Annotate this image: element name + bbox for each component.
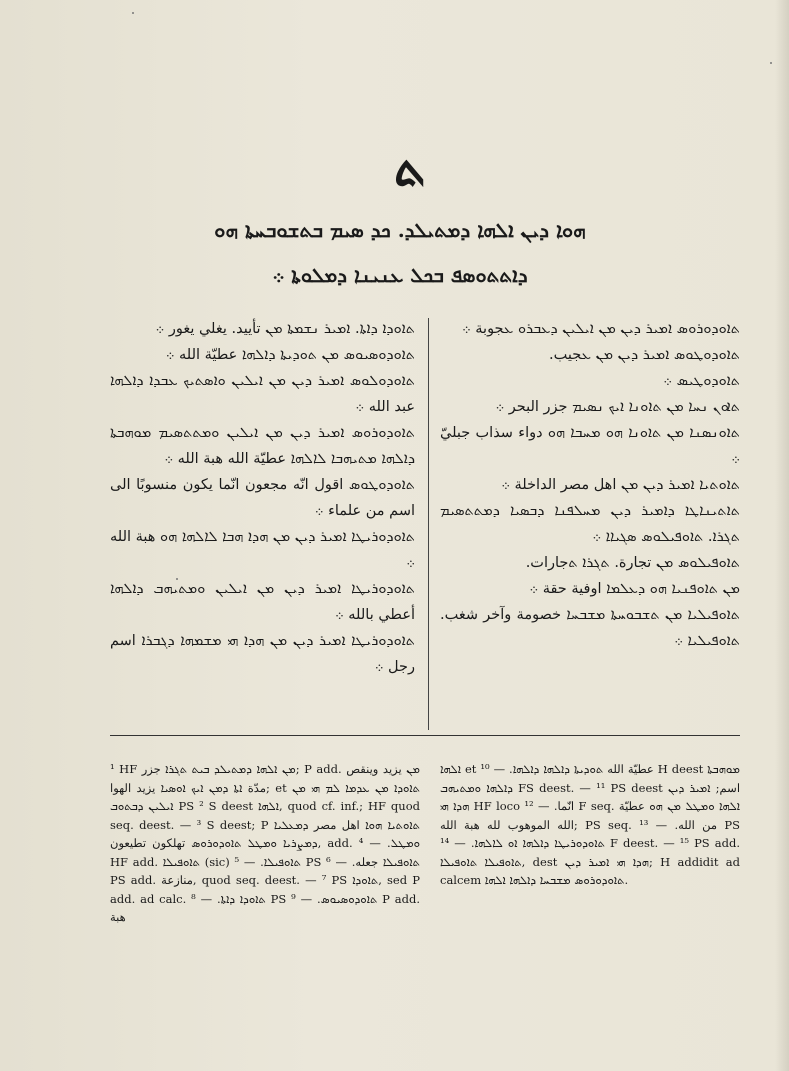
heading-line-1: ܗܘܐ ܕܝܢ ܐܠܗܐ ܕܡܬܝܠܕ. ܟܕ ܣܝܡ ܒܬܫܘܒܚܬܐ ܗܘ bbox=[214, 218, 586, 242]
footnote-text: ¹ HF ܡܢ ܐܠܗܐ ܕܡܬܝܠܕ ܒܝܬ ܬܓܪܐ جزر; P add. ܡܢ يزيد وينقص مدّة ܐܬܐ ܕܡܢ ܐܝܟ ܐܘܣܝܐ يزيد الهوا; et ܬܐܘܕܐ ܡܢ ܥܕܡܐ ܠܡ ܗܝ ܡܢ ܐܝܠܝܢ ܕܒܬܘܒ PS ² S deest ܐܠܗܐ, quod cf. inf.; HF quod seq. deest. — ³ S deest; P ܬܐܘܬܝܐ ܗܘܐ اهل مصر ܕܡܥܠܝܐ ܕܡܨܪܝܐ ܘܡܛܠ ܬܐܘܕܘܪܘܣ تهلكون تطيعون, add. ܘܡܛܠ. — ⁴ HF add. ܬܐܘܦܝܠܐ (sic) ܬܐܘܦܝܠܐ. — ⁵ PS ܬܐܘܦܝܠܐ جعله. — ⁶ PS add. منازعة, quod seq. deest. — ⁷ PS ܬܐܘܕܐ, sed P add. ad calc. ܬܐܘܕܐ ܕܐܬܐ. — ⁸ PS ܬܐܘܕܘܣܝܘܣ. — ⁹ P add. هبة bbox=[110, 762, 421, 924]
entry: ܬܐܘܕܘܪܝܛܐ ܐܡܝܪ ܕܝܢ ܡܢ ܗܕܐ ܗܝ ܡܫܡܗܐ ܕܓܒܪܐ اسم رجل ܀ bbox=[110, 633, 415, 675]
entry: ܬܐܘܕܘܛܘܣ اقول انّه مجعون انّما يكون منسوبًا الى اسم من علماء ܀ bbox=[110, 477, 415, 519]
entry: ܬܐܘܬܝܐ ܐܡܝܪ ܕܝܢ ܡܢ اهل مصر الداخلة ܀ bbox=[501, 477, 740, 493]
entry: ܬܐܘܦܝܠܘܣ ܡܢ تجارة. ܬܓܪܐ ܬجارات. bbox=[525, 555, 740, 571]
entry: ܬܐܘܕܘܪܝܛܐ ܐܡܝܪ ܕܝܢ ܡܢ ܐܝܠܝܢ ܘܡܬܝܗܒ ܕܐܠܗܐ أعطي بالله ܀ bbox=[110, 581, 415, 623]
entry: ܬܐܘܕܘܠܘܣ ܐܡܝܪ ܕܝܢ ܡܢ ܐܝܠܝܢ ܘܐܣܬܝܟ ܥܒܕܐ ܕܐܠܗܐ عبد الله ܀ bbox=[110, 373, 415, 415]
right-column bbox=[440, 316, 740, 654]
page-edge-shadow bbox=[775, 0, 789, 1071]
entry: ܬܐܬܝܢܐܛܐ ܕܐܡܝܪ ܕܝܢ ܡܚܠܦܢܐ ܕܒܣܝܐ ܕܡܬܬܣܝܡ ܬܓܪܐ. ܬܐܘܦܝܠܘܣ ܣܓܝܐܐ ܀ bbox=[440, 503, 740, 545]
entry: ܬܐܘܦܝܠܝܐ ܡܢ ܬܫܒܘܚܬܐ ܡܫܒܚܐ خصومة وآخر شغب. ܬܐܘܦܝܠܝܐ ܀ bbox=[440, 607, 740, 649]
entry: ܬܐܘܕܘܛܘܣ ܐܡܝܪ ܕܝܢ ܡܢ ܥجيب. bbox=[549, 347, 740, 363]
chapter-letter: ܬ bbox=[394, 138, 426, 197]
entry: ܡܢ ܬܐܘܦܢܝܐ ܗܘ ܕܥܠܡܐ اوفية حقة ܀ bbox=[529, 581, 740, 597]
entry: ܬܐܘܢ ܢܚܐ ܡܢ ܬܐܘܢܐ ܐܝܟ ܢܣܝܡ جزر البحر ܀ bbox=[495, 399, 740, 415]
footnote-rule bbox=[110, 735, 740, 736]
entry: ܬܐܘܕܘܣܝܘܣ ܡܢ ܬܘܕܝܬܐ ܕܐܠܗܐ عطيّة الله ܀ bbox=[165, 347, 415, 363]
column-divider bbox=[428, 318, 429, 730]
paper-speck bbox=[770, 62, 772, 64]
entry: ܬܐܘܕܐ ܕܐܬܐ. ܐܡܝܪ ܢܫܡܬܐ ܡܢ تأييد. يغلي يغور ܀ bbox=[155, 321, 415, 337]
entry: ܬܐܘܕܘܪܝܛܐ ܐܡܝܪ ܕܝܢ ܡܢ ܗܕܐ ܗܒܐ ܠܐܠܗܐ ܗܘ هبة الله ܀ bbox=[110, 529, 415, 571]
left-column bbox=[110, 316, 415, 680]
entry: ܬܐܘܕܘܪܘܣ ܐܡܝܪ ܕܝܢ ܡܢ ܐܝܠܝܢ ܕܥܒܪܘ ܥجوبة ܀ bbox=[461, 321, 740, 337]
footnotes-right bbox=[440, 760, 740, 890]
heading-line-2: ܕܐܬܬܘܣܦ ܒܟܠ ܥܢܝܢܐ ܕܡܠܘܬܐ ܀ bbox=[272, 263, 528, 287]
footnote-text: ܐܠܗܐ et عطيّة الله ܬܘܕܝܬܐ ܕܐܠܗܐ ܕܐܠܗܐ. — ¹⁰ H deest ܡܘܗܒܬܐ ܕܐܠܗܐ ܘܡܬܝܗܒ FS deest. — ¹¹ PS deest اسم; ܐܡܝܪ ܕܝܢ ܗܕܐ ܗܝ HF loco انّما. — ¹² F seq. ܐܠܗܐ ܘܡܛܠ ܡܢ ܗܘ عطيّة الله الموهوب لله هبة الله; PS seq. من الله. — ¹³ PS ܬܐܘܕܘܪܝܛܐ ܕܐܠܗܐ ܐܘ ܠܐܠܗܐ. — ¹⁴ F deest. — ¹⁵ PS add. ܬܐܘܦܝܠܐ ܬܐܘܦܝܠܐ, dest ܗܕܐ ܗܝ ܐܡܝܪ ܕܝܢ; H addidit ad calcem ܬܐܘܕܘܪܘܣ ܡܫܒܚܐ ܕܐܠܗܐ ܐܠܗܐ. bbox=[440, 762, 741, 887]
entry: ܬܐܘܕܘܛܝܣ ܀ bbox=[663, 373, 740, 389]
paper-speck bbox=[132, 12, 134, 14]
footnotes-left bbox=[110, 760, 420, 927]
entry: ܬܐܘܢܣܢܐ ܡܢ ܬܐܘܢܐ ܗܘ ܡܚܒܐ ܗܘ دواء سذاب جبليّ ܀ bbox=[440, 425, 740, 467]
entry: ܬܐܘܕܘܪܘܣ ܐܡܝܪ ܕܝܢ ܡܢ ܐܝܠܝܢ ܘܡܬܬܣܝܡ ܡܘܗܒܬܐ ܕܐܠܗܐ ܡܬܝܗܒܐ ܠܐܠܗܐ عطيّة الله هبة الله ܀ bbox=[110, 425, 415, 467]
